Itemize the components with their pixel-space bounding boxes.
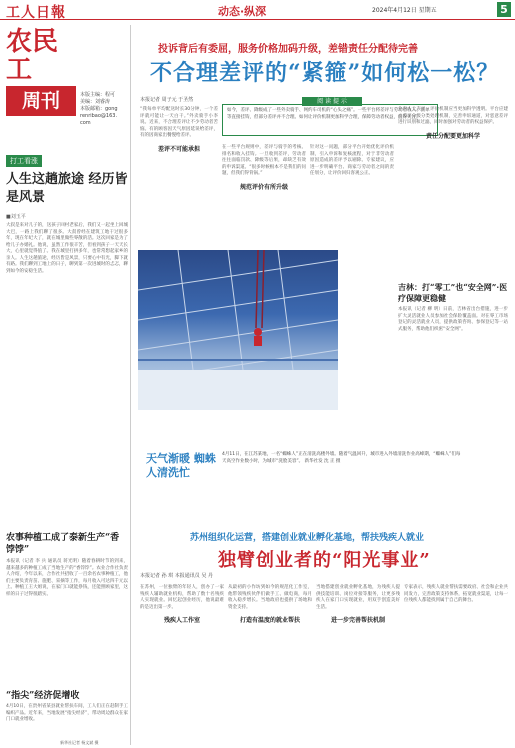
main-kicker: 投诉背后有委屈，服务价格加码升级，差错责任分配待完善 (158, 44, 418, 55)
story-body: 在一些平台规则中，差评与骑手的考核、排名和收入挂钩。一旦收到差评，劳动者往往面临罚款、降级等后果，却缺乏有效的申诉渠道。“很多时候根本不是我们的问题，但我们得背锅。” (222, 145, 306, 176)
subhead: 规范评价有所升级 (239, 183, 288, 191)
story-body: 专家表示，残疾人就业帮扶需要政府、社会和企业共同发力，完善政策支持体系，拓宽就业渠道，让每一位残疾人都能找到属于自己的舞台。 (404, 585, 508, 603)
story-headline[interactable]: 人生这趟旅途 经历皆是风景 (6, 172, 128, 205)
main-byline: 本报记者 周子元 于圣然 (140, 97, 194, 103)
bottom-column-4 (404, 582, 508, 605)
column-divider (130, 25, 131, 745)
column-title: 农民工 (6, 27, 59, 85)
story-byline: ■刘玉平 (6, 214, 26, 220)
main-column-4 (398, 104, 508, 142)
left-story-1 (6, 148, 128, 275)
page-number: 5 (497, 2, 511, 17)
bottom-column-2 (228, 582, 312, 626)
bottom-column-1 (140, 582, 224, 626)
subhead: 打造有温度的就业帮扶 (239, 617, 300, 624)
editor-info (80, 92, 118, 140)
story-body: 当地搭建创业就业孵化基地，为残疾人提供技能培训、岗位对接等服务，让更多残疾人在家门口实现就业，用双手创造美好生活。 (316, 585, 400, 610)
subhead: 责任分配要更加科学 (425, 132, 480, 140)
photo-caption-title-text: 天气渐暖 蜘蛛人清洗忙 (146, 452, 216, 479)
story-body: 在苏州，一位独臂的年轻人，创办了一家残疾人辅助就业机构，帮助了数十名残疾人实现就业。回忆起创业经历，他说最难的是迈出第一步。 (140, 585, 224, 610)
story-headline[interactable]: 农事种植工成了泰新生产“香饽饽” (6, 533, 120, 555)
subhead: 进一步完善帮扶机制 (330, 617, 385, 624)
paper-logo: 工人日報 (6, 5, 66, 21)
story-body: 本报讯（记者 柳 明）日前，吉林省出台措施，进一步扩大灵活就业人员参加社会保险覆盖面。对在零工市场登记的灵活就业人员，提供政策咨询、参保登记等一站式服务，帮助他们织密“安全网”。 (398, 307, 508, 332)
story-body: 从最初的小作坊到如今的规范化工作室，他带领残疾伙伴们做手工、做电商，每月收入稳步增长。当地政府也提供了场地和资金支持。 (228, 585, 312, 610)
reading-tip-title: 阅 读 提 示 (302, 97, 362, 106)
photo-credit: 新华社记者 杨文斌 摄 (60, 740, 99, 745)
subhead: 差评不可能承担 (157, 145, 200, 153)
photo-illustration (138, 250, 338, 410)
photo-caption-title (146, 452, 216, 480)
story-headline[interactable]: “指尖”经济促增收 (6, 691, 80, 701)
story-body: 本报讯（记者 李 兵 通讯员 蒋光明）随着春耕时节的到来，越来越多的种植工成了当地生产的“香饽饽”。农业合作社负责人介绍，今年以来，合作社共招收了一百余名农事种植工，他们主要负责育苗、施肥、采摘等工作，每月收入可达四千元以上。种植工王大姐说，在家门口就能挣钱，还能照顾家里，这样的日子过得很踏实。 (6, 559, 128, 597)
story-body: 大叔是来对儿子的，送孩子回村老家后，我们又一起坐上回城大巴，一路上我们聊了很多。大叔曾经在建筑工地干过很多年，现在年纪大了，就在城里做些零散的活。这次回家是为了给儿子办婚礼。他说，虽然工作很辛苦，但看到孩子一天天长大，心里就觉得值了。我在城里打拼多年，也常常想起家乡的亲人。人生这趟旅途，经历皆是风景，只要心中有光，脚下就有路。我们聊到工地上的日子，聊到第一次进城时的忐忑，聊到如今的安稳生活。 (6, 223, 128, 274)
editor-line: 本版主编：程可 (80, 92, 116, 98)
reading-tip-text: 如今，差评、降级成了一些外卖骑手、网约车司机的“心头之痛”。一些平台将差评与劳动者收入、派单等直接挂钩，但部分差评并不合理。如何让评价机制更加科学合理，保障劳动者权益，值得关注。 (227, 108, 430, 120)
masthead (0, 0, 515, 20)
bottom-byline: 本报记者 孙 琪 本报通讯员 吴 丹 (140, 573, 213, 579)
story-body: 针对这一问题，部分平台开始优化评价机制，引入申诉和复核流程，对于非劳动者原因造成的差评予以剔除。专家建议，应进一步明确平台、商家与劳动者之间的责任划分，让评价回归客观公正。 (310, 145, 394, 176)
story-body: 业内人士表示，评价机制应当更加科学透明。平台应建立差评分级分类处理机制，完善申诉通道，对恶意差评进行识别和过滤，同时加强对劳动者的权益保护。 (398, 107, 508, 125)
issue-date: 2024年4月12日 星期五 (372, 7, 437, 14)
left-story-2 (6, 532, 128, 598)
news-photo (138, 250, 338, 410)
editor-line: 本版邮箱：gongrenribao@163.com (80, 106, 118, 126)
photo-caption-text: 4月11日，在江苏某地，一名“蜘蛛人”正在清洗高楼外墙。随着气温回升，城市进入外墙清洗作业高峰期，“蜘蛛人”们每天高空作业数小时，为城市“洗脸美容”。 新华社发 沈 正 摄 (222, 452, 461, 464)
main-column-2 (222, 142, 306, 193)
main-column-3 (310, 142, 394, 178)
section-title: 动态·纵深 (218, 5, 267, 18)
editor-line: 美编：刘睿涛 (80, 99, 111, 105)
story-body: “我每单平均配送时长30分钟，一个差评就可能让一天白干。”外卖骑手小李说。近来，不合理差评让不少劳动者苦恼。有的顾客因天气原因延误给差评，有的因商家出餐慢给差评。 (140, 107, 218, 138)
main-headline[interactable]: 不合理差评的“紧箍”如何松一松？ (150, 60, 500, 86)
column-subtitle: 周刊 (6, 86, 76, 116)
bottom-kicker: 苏州组织化运营，搭建创业就业孵化基地，帮扶残疾人就业 (190, 533, 425, 543)
story-tag: 打工看涨 (6, 155, 42, 167)
bottom-headline[interactable]: 独臂创业者的“阳光事业” (218, 550, 431, 571)
main-column-1 (140, 104, 218, 155)
subhead: 残疾人工作室 (163, 617, 200, 624)
column-header (6, 28, 76, 116)
bottom-column-3 (316, 582, 400, 626)
left-story-3 (6, 688, 128, 724)
sidebar-headline[interactable]: 吉林：打“零工”也“安全网”·医疗保障更稳健 (398, 282, 508, 303)
story-body: 4月10日，在贵州省某县就业帮扶车间，工人们正在赶制手工编织产品。近年来，当地发展“指尖经济”，带动周边群众在家门口就业增收。 (6, 704, 128, 722)
sidebar-story (398, 282, 508, 333)
